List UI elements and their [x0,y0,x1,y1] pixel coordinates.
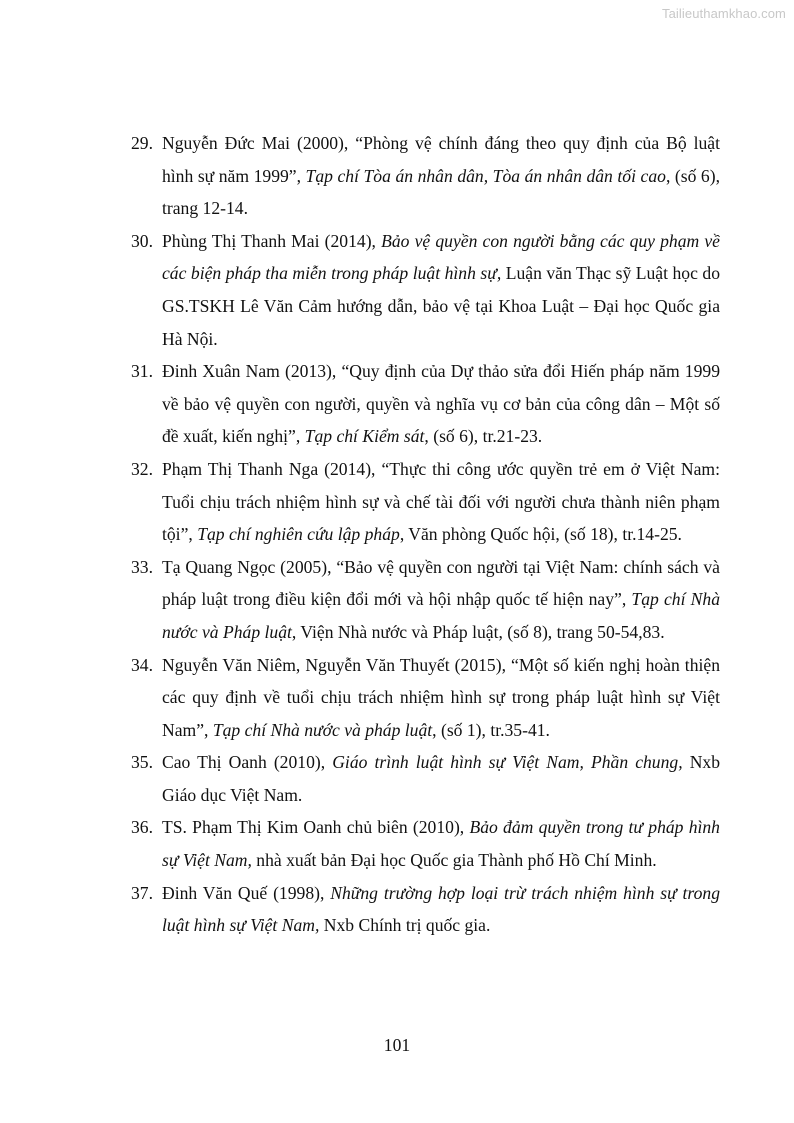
reference-text-plain: TS. Phạm Thị Kim Oanh chủ biên (2010), [162,817,470,838]
reference-text [162,746,720,811]
reference-text-plain: , (số 6), trang 12-14. [162,165,720,219]
reference-text [162,453,720,551]
reference-text-plain: Đinh Xuân Nam (2013), “Quy định của Dự thảo sửa đổi Hiến pháp năm 1999 về bảo vệ quyền con người, quyền và nghĩa vụ cơ bản của công dân – Một số đề xuất, kiến nghị”, [162,361,720,447]
reference-number: 34. [131,654,153,675]
reference-source-title: Những trường hợp loại trừ trách nhiệm hình sự trong luật hình sự Việt Nam, [162,882,720,936]
watermark: Tailieuthamkhao.com [661,6,786,21]
reference-item [131,746,720,811]
reference-item [131,649,720,747]
reference-number: 32. [131,458,153,479]
reference-source-title: Tạp chí Kiểm sát [304,426,425,447]
reference-item [131,127,720,225]
reference-text-plain: Luận văn Thạc sỹ Luật học do GS.TSKH Lê Văn Cảm hướng dẫn, bảo vệ tại Khoa Luật – Đại học Quốc gia Hà Nội. [162,263,720,349]
reference-text [162,649,720,747]
reference-text [162,811,720,876]
reference-text-plain: Nguyễn Văn Niêm, Nguyễn Văn Thuyết (2015), “Một số kiến nghị hoàn thiện các quy định về tuổi chịu trách nhiệm hình sự trong pháp luật hình sự Việt Nam”, [162,654,720,740]
reference-text [162,127,720,225]
reference-text-plain: Đinh Văn Quế (1998), [162,882,331,903]
reference-text [162,355,720,453]
reference-text-plain: nhà xuất bản Đại học Quốc gia Thành phố Hồ Chí Minh. [251,850,657,871]
reference-number: 35. [131,752,153,773]
reference-source-title: Bảo vệ quyền con người bằng các quy phạm về các biện pháp tha miễn trong pháp luật hình sự, [162,230,720,284]
reference-number: 33. [131,556,153,577]
reference-text [162,551,720,649]
reference-item [131,877,720,942]
reference-text-plain: Nguyễn Đức Mai (2000), “Phòng vệ chính đáng theo quy định của Bộ luật hình sự năm 1999”, [162,133,720,186]
reference-number: 36. [131,817,153,838]
reference-list [131,127,720,942]
reference-text-plain: Phùng Thị Thanh Mai (2014), [162,230,382,251]
reference-number: 30. [131,230,153,251]
reference-item [131,355,720,453]
reference-text-plain: , (số 6), tr.21-23. [424,426,543,447]
reference-source-title: Bảo đảm quyền trong tư pháp hình sự Việt Nam, [162,817,720,871]
reference-source-title: Tạp chí nghiên cứu lập pháp [197,524,400,545]
reference-text-plain: Nxb Chính trị quốc gia. [319,915,491,936]
reference-item [131,225,720,355]
reference-source-title: Tạp chí Nhà nước và pháp luật [212,719,433,740]
reference-text-plain: Phạm Thị Thanh Nga (2014), “Thực thi công ước quyền trẻ em ở Việt Nam: Tuổi chịu trách nhiệm hình sự và chế tài đối với người chưa thành niên phạm tội”, [162,458,720,545]
page-number: 101 [383,1035,411,1055]
reference-number: 29. [131,133,153,153]
reference-source-title: Tạp chí Nhà nước và Pháp luật [162,589,721,642]
reference-source-title: Tạp chí Tòa án nhân dân, Tòa án nhân dân tối cao [305,165,666,186]
reference-number: 31. [131,361,153,382]
reference-text [162,225,720,355]
reference-text-plain: Nxb Giáo dục Việt Nam. [162,752,720,805]
reference-text-plain: , Văn phòng Quốc hội, (số 18), tr.14-25. [399,524,682,545]
reference-text-plain: , Viện Nhà nước và Pháp luật, (số 8), trang 50-54,83. [291,621,665,642]
reference-item [131,551,720,649]
reference-text-plain: Cao Thị Oanh (2010), [162,752,333,773]
reference-text-plain: Tạ Quang Ngọc (2005), “Bảo vệ quyền con người tại Việt Nam: chính sách và pháp luật trong điều kiện đổi mới và hội nhập quốc tế hiện nay”, [162,556,720,610]
reference-item [131,453,720,551]
reference-number: 37. [131,882,153,903]
reference-text [162,877,720,942]
reference-item [131,811,720,876]
reference-text-plain: , (số 1), tr.35-41. [432,719,550,740]
reference-source-title: Giáo trình luật hình sự Việt Nam, Phần chung, [332,752,683,773]
